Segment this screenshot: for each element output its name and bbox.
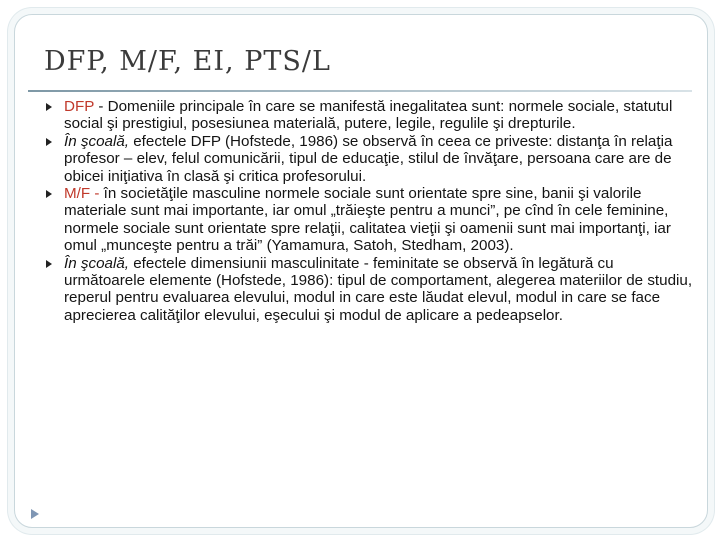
arrow-right-icon [46,138,52,146]
bullet-item-dfp [44,98,694,133]
bullet-item-school-dfp [44,133,694,185]
arrow-right-icon [46,103,52,111]
bullet-item-mf [44,185,694,255]
bullet-lead: DFP [64,98,95,115]
arrow-right-icon [46,190,52,198]
bullet-text: - Domeniile principale în care se manifestă inegalitatea sunt: normele sociale, statutul social şi prestigiul, posesiunea materială, putere, legile, regulile şi drepturile. [64,98,673,133]
arrow-right-icon [46,260,52,268]
slide-navigation-icon[interactable] [30,508,40,520]
bullet-text: efectele DFP (Hofstede, 1986) se observă în ceea ce priveste: distanţa în relaţia profesor – elev, felul comunicării, tipul de educaţie, stilul de învăţare, persoana care are de obicei iniţiativa în clasă şi critica profesorului. [64,132,673,185]
bullet-text: în societăţile masculine normele sociale sunt orientate spre sine, banii şi valorile materiale sunt mai importante, iar omul „trăieşte pentru a munci”, pe cînd în cele feminine, normele sociale sunt orientate spre relaţii, calitatea vieţii şi oamenii sunt mai importanţi, iar omul „munceşte pentru a trăi” (Yamamura, Satoh, Stedham, 2003). [64,185,671,255]
bullet-list [44,98,694,324]
bullet-lead: În şcoală, [64,254,130,272]
bullet-text: efectele dimensiunii masculinitate - feminitate se observă în legătură cu următoarele elemente (Hofstede, 1986): tipul de comportament, alegerea materiilor de studiu, reperul pentru evaluarea elevului, modul in care este lăudat elevul, modul in care se face aprecierea calităţilor elevului, eşecului şi modul de aplicare a pedeapselor. [64,254,693,324]
title-divider [28,90,692,92]
bullet-lead: În şcoală, [64,132,130,150]
bullet-item-school-mf [44,255,694,325]
bullet-lead: M/F - [64,185,100,203]
slide-title: DFP, M/F, EI, PTS/L [44,46,331,77]
